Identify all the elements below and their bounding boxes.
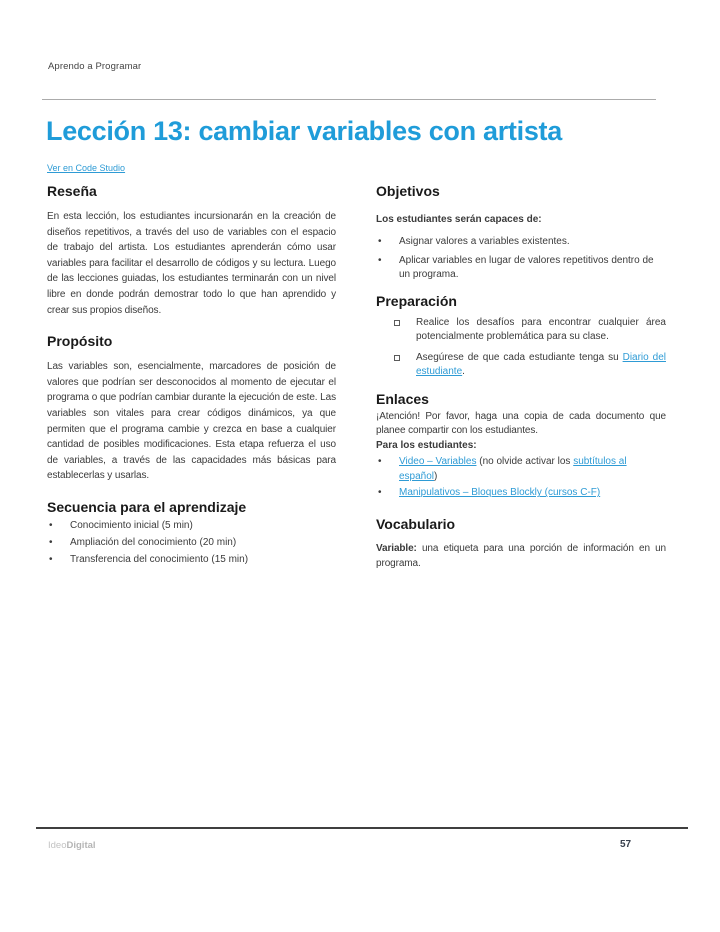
enlaces-list <box>376 455 666 501</box>
checklist-item-label: Realice los desafíos para encontrar cualquier área potencialmente problemática para su clase. <box>416 316 666 343</box>
objetivos-lead: Los estudiantes serán capaces de: <box>376 214 542 225</box>
list-item <box>376 254 666 282</box>
link-list-item <box>376 486 666 501</box>
list-item-label: Aplicar variables en lugar de valores repetitivos dentro de un programa. <box>399 255 654 281</box>
vocab-definition: una etiqueta para una porción de información en un programa. <box>376 542 666 569</box>
list-item <box>47 536 336 550</box>
checklist-item-label: Asegúrese de que cada estudiante tenga su Diario del estudiante. <box>416 351 666 378</box>
objetivos-list <box>376 235 666 282</box>
page-number: 57 <box>620 839 632 850</box>
checklist-item <box>376 316 666 345</box>
vocab-term: Variable: <box>376 542 417 554</box>
vocabulario-heading: Vocabulario <box>376 515 456 532</box>
bullet-icon: • <box>49 519 53 531</box>
preparacion-list <box>376 316 666 380</box>
footer-divider <box>36 827 688 829</box>
objetivos-heading: Objetivos <box>376 183 440 199</box>
checkbox-icon <box>394 355 400 361</box>
vocabulario-entry <box>376 542 666 572</box>
subtitulos-espanol-link[interactable]: subtítulos al español <box>399 456 627 482</box>
right-column <box>376 183 666 572</box>
bullet-icon: • <box>378 487 382 499</box>
checkbox-icon <box>394 320 400 326</box>
bullet-icon: • <box>49 536 53 548</box>
view-in-code-studio-link[interactable]: Ver en Code Studio <box>47 163 126 173</box>
footer-brand-light: Ideo <box>48 840 67 851</box>
secuencia-list <box>47 519 336 566</box>
link-list-item-label: Video – Variables (no olvide activar los subtítulos al español) <box>399 456 627 482</box>
bullet-icon: • <box>49 553 53 565</box>
enlaces-subheading: Para los estudiantes: <box>376 439 477 451</box>
list-item-label: Ampliación del conocimiento (20 min) <box>70 536 237 548</box>
list-item <box>47 519 336 533</box>
video-variables-link[interactable]: Video – Variables <box>399 456 477 468</box>
secuencia-heading: Secuencia para el aprendizaje <box>47 498 247 515</box>
link-list-item <box>376 455 666 484</box>
resena-heading: Reseña <box>47 183 97 199</box>
list-item-label: Transferencia del conocimiento (15 min) <box>70 553 249 565</box>
enlaces-heading: Enlaces <box>376 390 429 407</box>
footer-brand-bold: Digital <box>66 840 96 851</box>
preparacion-heading: Preparación <box>376 292 457 309</box>
list-item <box>47 553 336 567</box>
page-title: Lección 13: cambiar variables con artista <box>46 116 562 146</box>
link-list-item-label <box>399 486 666 501</box>
list-item-label: Conocimiento inicial (5 min) <box>70 519 193 531</box>
proposito-body: Las variables son, esencialmente, marcadores de posición de valores que podrían ser desconocidos al momento de ejecutar el programa o que podrían cambiar durante la ejecución de este. Las variables son vitales para crear códigos dinámicos, ya que permiten que el programa cambie y crezca en base a cualquier cantidad de posibles modificaciones. Esta etapa refuerza el uso de variables, a través de las capacidades más básicas para establecerlas y usarlas. <box>47 361 336 482</box>
header-divider <box>42 99 656 100</box>
enlaces-intro: ¡Atención! Por favor, haga una copia de cada documento que planee compartir con los estudiantes. <box>376 410 666 437</box>
header-brand: Aprendo a Programar <box>48 61 142 72</box>
list-item-label: Asignar valores a variables existentes. <box>399 235 570 247</box>
left-column <box>47 183 336 566</box>
checklist-item <box>376 351 666 380</box>
diario-del-estudiante-link[interactable]: Diario del estudiante <box>416 351 666 378</box>
bullet-icon: • <box>378 456 382 468</box>
resena-body: En esta lección, los estudiantes incursionarán en la creación de diseños repetitivos, a través del uso de variables con el espacio de trabajo del artista. Los estudiantes aprenderán cómo usar variables para facilitar el desarrollo de códigos y su lectura. Luego de las lecciones guiadas, los estudiantes terminarán con un nivel libre en donde podrán demostrar todo lo que han aprendido y crear sus propios diseños. <box>47 211 336 316</box>
list-item <box>376 235 666 249</box>
manipulativos-blockly-link[interactable]: Manipulativos – Bloques Blockly (cursos C-F) <box>399 487 601 499</box>
footer-brand <box>48 840 96 851</box>
bullet-icon: • <box>378 255 382 267</box>
bullet-icon: • <box>378 235 382 247</box>
proposito-heading: Propósito <box>47 333 113 350</box>
